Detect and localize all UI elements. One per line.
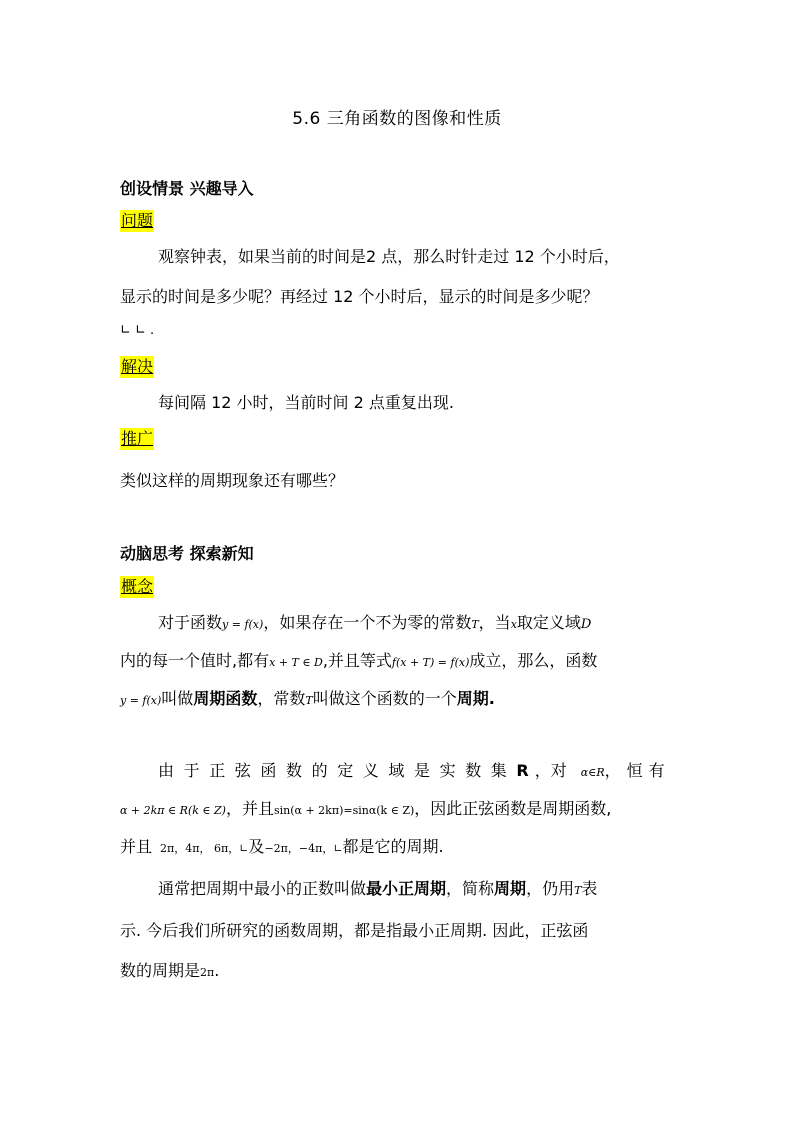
problem-line-1: 观察钟表，如果当前的时间是2 点，那么时针走过 12 个小时后， — [158, 247, 620, 266]
period-line-1: 通常把周期中最小的正数叫做最小正周期，简称周期，仍用T表 — [158, 879, 598, 898]
section-heading-explore: 动脑思考 探索新知 — [120, 544, 254, 563]
sine-line-2: α + 2kπ ∈ R(k ∈ Z)，并且sin(α + 2kπ)=sinα(k ∈ Z)，因此正弦函数是周期函数, — [120, 799, 612, 818]
concept-line-2: 内的每一个值时,都有x + T ∈ D,并且等式f(x + T) = f(x)成立，那么，函数 — [120, 651, 598, 670]
sine-line-1: 由于正弦函数的定义域是实数集R ，对 α∈R，恒有 — [158, 761, 671, 780]
problem-line-2: 显示的时间是多少呢？再经过 12 个小时后，显示的时间是多少呢？ — [120, 287, 599, 306]
tag-solve: 解决 — [121, 357, 154, 376]
period-line-2: 示. 今后我们所研究的函数周期，都是指最小正周期. 因此，正弦函 — [120, 921, 589, 940]
tag-problem: 问题 — [121, 211, 154, 230]
tag-extend: 推广 — [121, 429, 154, 448]
concept-line-3: y = f(x)叫做周期函数，常数T叫做这个函数的一个周期. — [120, 689, 495, 708]
document-title: 5.6 三角函数的图像和性质 — [292, 109, 502, 129]
concept-line-1: 对于函数y = f(x)，如果存在一个不为零的常数T，当x取定义域D — [158, 613, 592, 632]
tag-concept: 概念 — [121, 577, 154, 596]
section-heading-intro: 创设情景 兴趣导入 — [120, 179, 254, 198]
problem-line-3: ∟ ∟ . — [120, 323, 155, 338]
solve-line: 每间隔 12 小时，当前时间 2 点重复出现. — [158, 393, 454, 412]
period-line-3: 数的周期是2π. — [120, 961, 220, 980]
sine-line-3: 并且 2π，4π， 6π，∟及−2π，−4π，∟都是它的周期. — [120, 837, 444, 856]
extend-line: 类似这样的周期现象还有哪些？ — [120, 471, 345, 490]
